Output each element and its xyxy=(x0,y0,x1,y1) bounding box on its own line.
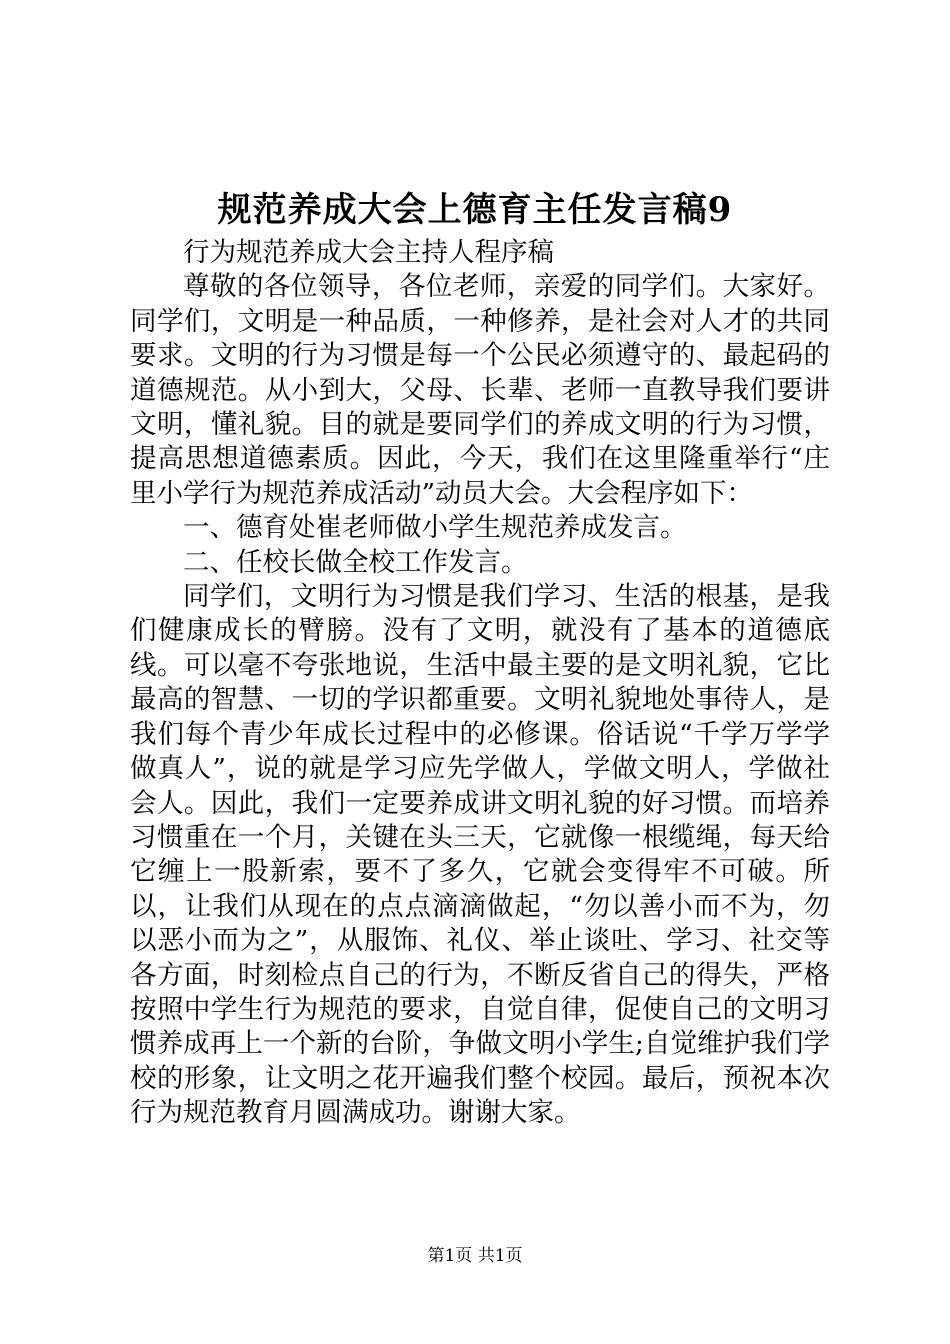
paragraph-main-speech: 同学们，文明行为习惯是我们学习、生活的根基，是我们健康成长的臂膀。没有了文明，就没有了基本的道德底线。可以毫不夸张地说，生活中最主要的是文明礼貌，它比最高的智慧、一切的学识都重要。文明礼貌地处事待人，是我们每个青少年成长过程中的必修课。俗话说“千学万学学做真人”，说的就是学习应先学做人，学做文明人，学做社会人。因此，我们一定要养成讲文明礼貌的好习惯。而培养习惯重在一个月，关键在头三天，它就像一根缆绳，每天给它缠上一股新索，要不了多久，它就会变得牢不可破。所以，让我们从现在的点点滴滴做起，“勿以善小而不为，勿以恶小而为之”，从服饰、礼仪、举止谈吐、学习、社交等各方面，时刻检点自己的行为，不断反省自己的得失，严格按照中学生行为规范的要求，自觉自律，促使自己的文明习惯养成再上一个新的台阶，争做文明小学生;自觉维护我们学校的形象，让文明之花开遍我们整个校园。最后，预祝本次行为规范教育月圆满成功。谢谢大家。 xyxy=(130,581,830,1129)
document-title: 规范养成大会上德育主任发言稿9 xyxy=(217,190,733,230)
paragraph-agenda-item-2: 二、任校长做全校工作发言。 xyxy=(183,546,528,578)
document-body xyxy=(130,236,830,1131)
paragraph-heading: 行为规范养成大会主持人程序稿 xyxy=(183,237,554,268)
page-number-footer: 第1页 共1页 xyxy=(427,1246,523,1266)
paragraph-opening: 尊敬的各位领导，各位老师，亲爱的同学们。大家好。同学们，文明是一种品质，一种修养，是社会对人才的共同要求。文明的行为习惯是每一个公民必须遵守的、最起码的道德规范。从小到大，父母、长辈、老师一直教导我们要讲文明，懂礼貌。目的就是要同学们的养成文明的行为习惯，提高思想道德素质。因此，今天，我们在这里隆重举行“庄里小学行为规范养成活动”动员大会。大会程序如下： xyxy=(130,271,830,509)
paragraph-agenda-item-1: 一、德育处崔老师做小学生规范养成发言。 xyxy=(183,512,687,544)
